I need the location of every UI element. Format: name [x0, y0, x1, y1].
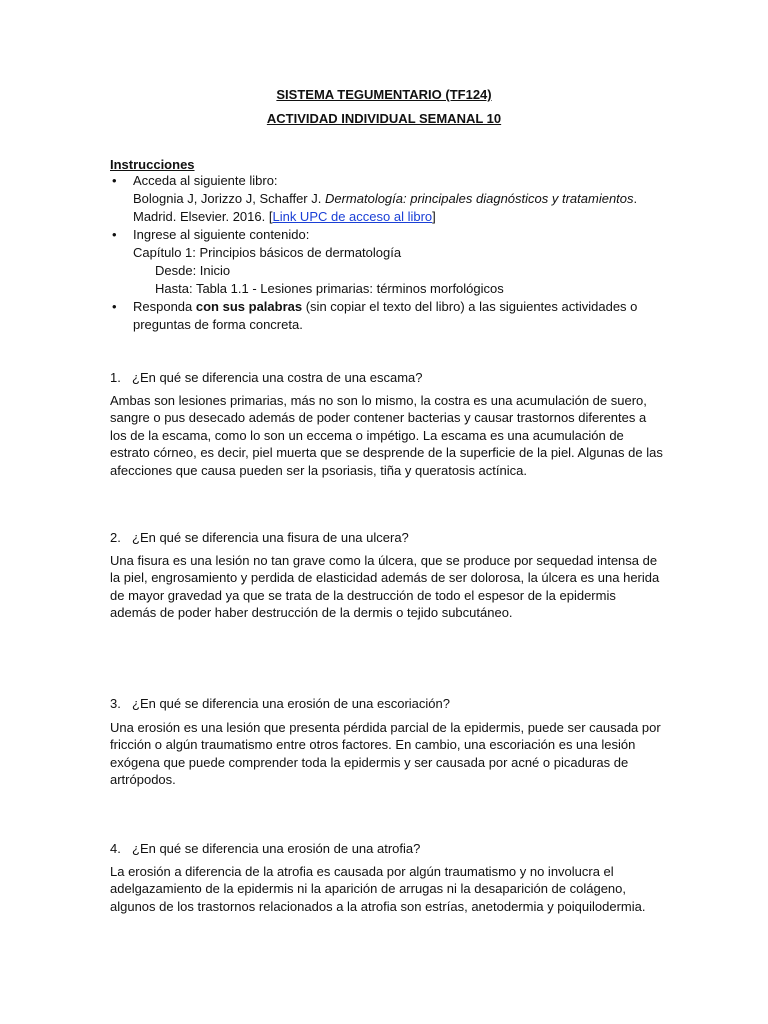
book-title-end: . — [633, 191, 638, 206]
to-line: Hasta: Tabla 1.1 - Lesiones primarias: términos morfológicos — [155, 281, 504, 296]
chapter-line: Capítulo 1: Principios básicos de dermatología — [133, 245, 402, 260]
book-title: Dermatología: principales diagnósticos y tratamientos — [324, 191, 634, 206]
question-1-text: ¿En qué se diferencia una costra de una escama? — [132, 370, 423, 385]
answer-3: Una erosión es una lesión que presenta pérdida parcial de la epidermis, puede ser causada por fricción o algún traumatismo entre otros factores. En cambio, una escoriación es una lesión exógena que puede comprender toda la epidermis y ser causada por acné o picaduras de artrópodos. — [110, 720, 661, 788]
document-title: SISTEMA TEGUMENTARIO (TF124) — [276, 87, 492, 102]
question-3-text: ¿En qué se diferencia una erosión de una escoriación? — [132, 696, 450, 711]
answer-4: La erosión a diferencia de la atrofia es causada por algún traumatismo y no involucra el adelgazamiento de la epidermis ni la aparición de arrugas ni la desaparición de colágeno, algunos de los trastornos relacionados a la atrofia son estrías, anetodermia y poiquilodermia. — [110, 864, 646, 914]
instruction-3-bold: con sus palabras — [195, 299, 303, 314]
instruction-3-post: (sin copiar el texto del libro) a las siguientes actividades o — [302, 299, 638, 314]
bullet-icon: • — [112, 227, 117, 242]
question-4-number: 4. — [110, 841, 121, 856]
question-1-number: 1. — [110, 370, 121, 385]
document-subtitle: ACTIVIDAD INDIVIDUAL SEMANAL 10 — [266, 111, 502, 126]
book-access-link[interactable]: Link UPC de acceso al libro — [272, 209, 433, 224]
book-publisher: Madrid. Elsevier. 2016. [ — [133, 209, 273, 224]
book-link-close: ] — [432, 209, 436, 224]
question-2-number: 2. — [110, 530, 121, 545]
question-3-number: 3. — [110, 696, 121, 711]
instruction-3-pre: Responda — [133, 299, 196, 314]
bullet-icon: • — [112, 299, 117, 314]
book-publisher-line — [133, 209, 436, 225]
question-2-text: ¿En qué se diferencia una fisura de una ulcera? — [132, 530, 409, 545]
answer-1: Ambas son lesiones primarias, más no son lo mismo, la costra es una acumulación de suero, sangre o pus desecado además de poder contener bacterias y causar trastornos diferentes a los de la escama, como lo son un eccema o impétigo. La escama es una acumulación de estrato córneo, es decir, piel muerta que se desprende de la superficie de la piel. Algunas de las afecciones que causa pueden ser la psoriasis, tiña y queratosis actínica. — [110, 393, 663, 478]
from-line: Desde: Inicio — [155, 263, 231, 278]
question-4-text: ¿En qué se diferencia una erosión de una atrofia? — [132, 841, 421, 856]
instructions-heading: Instrucciones — [110, 157, 195, 172]
instruction-3-line1 — [133, 299, 637, 315]
instruction-3-line2: preguntas de forma concreta. — [133, 317, 303, 332]
answer-2: Una fisura es una lesión no tan grave como la úlcera, que se produce por sequedad intensa de la piel, engrosamiento y perdida de elasticidad además de ser dolorosa, la úlcera es una herida de mayor gravedad ya que se trata de la destrucción de todo el espesor de la epidermis además de poder haber destrucción de la dermis o tejido subcutáneo. — [110, 553, 660, 621]
instruction-2-lead: Ingrese al siguiente contenido: — [133, 227, 310, 242]
book-authors: Bolognia J, Jorizzo J, Schaffer J. — [133, 191, 325, 206]
instruction-1-lead: Acceda al siguiente libro: — [133, 173, 278, 188]
book-reference — [133, 191, 637, 207]
bullet-icon: • — [112, 173, 117, 188]
